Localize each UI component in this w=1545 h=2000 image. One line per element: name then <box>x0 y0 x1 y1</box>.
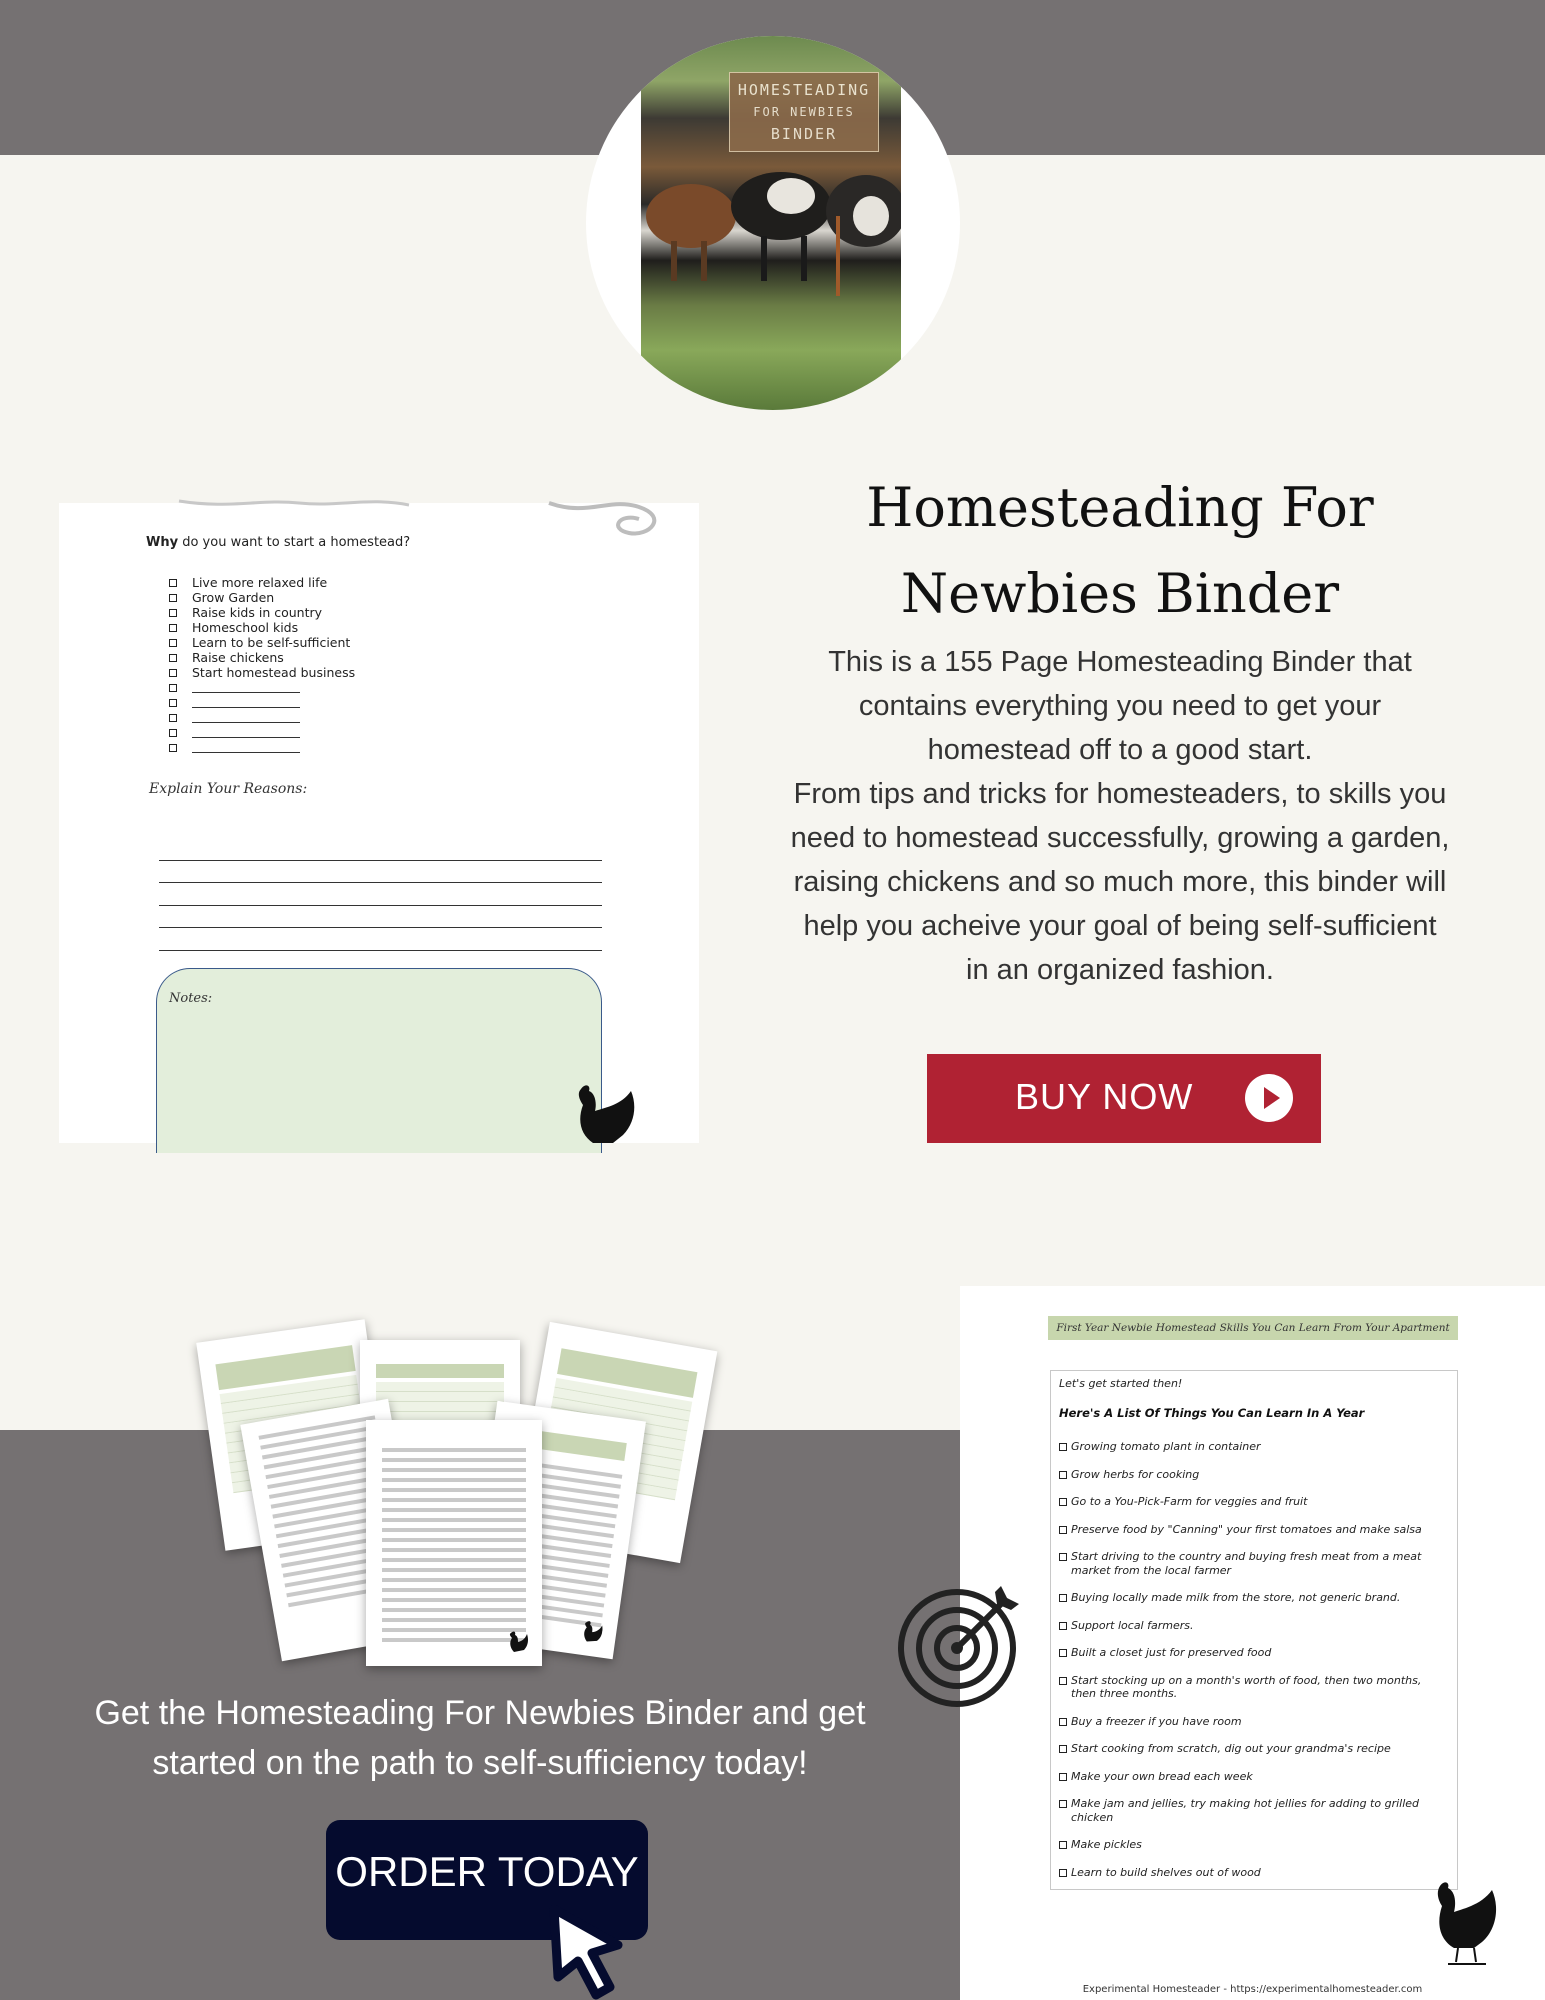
checkbox-icon <box>169 729 177 737</box>
blank-list-item <box>169 725 355 740</box>
list-item-label: Learn to be self-sufficient <box>192 635 351 650</box>
list-item-label: Make pickles <box>1071 1838 1142 1851</box>
hen-icon <box>508 1630 528 1652</box>
blank-list-item <box>169 680 355 695</box>
checkbox-icon <box>1059 1773 1067 1781</box>
list-item-label: Grow Garden <box>192 590 275 605</box>
list-item <box>1059 1866 1449 1880</box>
checkbox-icon <box>1059 1471 1067 1479</box>
list-item-label: Homeschool kids <box>192 620 299 635</box>
list-item-label: Support local farmers. <box>1071 1618 1194 1632</box>
blank-line <box>192 713 300 723</box>
list-item-label: Make jam and jellies, try making hot jellies for adding to grilled chicken <box>1071 1797 1420 1824</box>
checkbox-icon <box>1059 1594 1067 1602</box>
list-item <box>169 665 355 680</box>
hero-circle <box>586 36 960 410</box>
list-item <box>1059 1770 1449 1784</box>
explain-reasons-label: Explain Your Reasons: <box>149 781 308 797</box>
list-item-label: Grow herbs for cooking <box>1071 1467 1200 1481</box>
list-item <box>1059 1523 1449 1537</box>
list-item <box>1059 1715 1449 1729</box>
binder-cover-image <box>641 36 901 410</box>
blank-line <box>192 683 300 693</box>
list-item-label: Raise kids in country <box>192 605 323 620</box>
list-item-label: Live more relaxed life <box>192 575 328 590</box>
list-item-label: Buy a freezer if you have room <box>1071 1714 1242 1728</box>
target-icon <box>897 1580 1025 1708</box>
list-item-label: Learn to build shelves out of wood <box>1071 1865 1261 1879</box>
list-item <box>1059 1619 1449 1633</box>
blank-line <box>192 743 300 753</box>
worksheet-question-bold: Why <box>146 535 179 550</box>
checkbox-icon <box>1059 1443 1067 1451</box>
list-item <box>169 575 355 590</box>
worksheet-question <box>146 535 410 550</box>
notes-box <box>156 968 602 1153</box>
list-item <box>169 635 355 650</box>
checkbox-icon <box>169 624 177 632</box>
list-item-label: Make your own bread each week <box>1071 1769 1253 1783</box>
list-item-label: Raise chickens <box>192 650 284 665</box>
checkbox-icon <box>1059 1677 1067 1685</box>
list-item <box>1059 1838 1449 1852</box>
blank-list-item <box>169 740 355 755</box>
cta-text: Get the Homesteading For Newbies Binder and get started on the path to self-sufficiency today! <box>94 1694 866 1782</box>
list-item <box>1059 1550 1449 1577</box>
checkbox-icon <box>169 714 177 722</box>
checkbox-icon <box>169 684 177 692</box>
blank-list-item <box>169 710 355 725</box>
worksheet-question-rest: do you want to start a homestead? <box>178 535 411 550</box>
product-title-line-1: Homesteading For <box>866 476 1374 539</box>
list-page-footer: Experimental Homesteader - https://experimentalhomesteader.com <box>1082 1984 1423 1995</box>
checkbox-icon <box>169 744 177 752</box>
list-page-banner: First Year Newbie Homestead Skills You Can Learn From Your Apartment <box>1048 1316 1458 1340</box>
writing-lines <box>159 838 602 951</box>
list-item <box>1059 1468 1449 1482</box>
cows-illustration <box>641 156 901 296</box>
list-item <box>1059 1646 1449 1660</box>
checkbox-icon <box>1059 1718 1067 1726</box>
list-item-label: Built a closet just for preserved food <box>1071 1646 1272 1659</box>
checkbox-icon <box>169 609 177 617</box>
checkbox-icon <box>169 639 177 647</box>
skills-heading: Here's A List Of Things You Can Learn In A Year <box>1059 1406 1365 1420</box>
checkbox-icon <box>169 699 177 707</box>
cover-title-plaque <box>729 72 879 152</box>
skills-list <box>1059 1440 1449 1879</box>
list-item <box>169 590 355 605</box>
list-item <box>169 650 355 665</box>
product-title-line-2: Newbies Binder <box>900 562 1340 625</box>
skills-box <box>1050 1370 1458 1890</box>
checkbox-icon <box>1059 1498 1067 1506</box>
checkbox-icon <box>1059 1649 1067 1657</box>
worksheet-preview <box>59 503 699 1143</box>
checkbox-icon <box>1059 1745 1067 1753</box>
worksheet-checklist <box>169 575 355 755</box>
checkbox-icon <box>1059 1869 1067 1877</box>
list-item <box>1059 1674 1449 1701</box>
notes-label: Notes: <box>169 991 213 1006</box>
hen-icon <box>1430 1878 1500 1968</box>
blank-line <box>192 698 300 708</box>
product-title <box>790 465 1450 637</box>
hen-icon <box>581 1619 604 1644</box>
skills-list-page <box>960 1286 1545 2000</box>
list-item <box>169 620 355 635</box>
blank-line <box>192 728 300 738</box>
blank-list-item <box>169 695 355 710</box>
page-thumbnail <box>366 1420 542 1666</box>
checkbox-icon <box>1059 1526 1067 1534</box>
list-item-label: Growing tomato plant in container <box>1071 1440 1261 1453</box>
cover-plaque-line-1: HOMESTEADING <box>737 81 871 99</box>
product-description <box>790 640 1450 992</box>
checkbox-icon <box>169 594 177 602</box>
binder-pages-preview <box>190 1310 730 1670</box>
list-item <box>169 605 355 620</box>
hen-icon <box>573 1081 639 1143</box>
list-item <box>1059 1495 1449 1509</box>
checkbox-icon <box>1059 1800 1067 1808</box>
checkbox-icon <box>169 669 177 677</box>
list-item <box>1059 1797 1449 1824</box>
list-item-label: Start stocking up on a month's worth of food, then two months, then three months. <box>1071 1673 1422 1700</box>
list-item <box>1059 1591 1449 1605</box>
checkbox-icon <box>169 579 177 587</box>
skills-intro: Let's get started then! <box>1059 1377 1183 1390</box>
checkbox-icon <box>1059 1553 1067 1561</box>
cover-plaque-line-2: FOR NEWBIES <box>753 105 855 119</box>
cursor-arrow-icon <box>548 1905 638 2000</box>
buy-now-label: BUY NOW <box>1015 1076 1194 1117</box>
buy-now-button[interactable] <box>927 1054 1321 1143</box>
play-icon <box>1245 1074 1293 1122</box>
list-item <box>1059 1440 1449 1454</box>
checkbox-icon <box>1059 1622 1067 1630</box>
list-item-label: Start homestead business <box>192 665 356 680</box>
cover-plaque-line-3: BINDER <box>770 125 838 143</box>
description-paragraph-1: This is a 155 Page Homesteading Binder that contains everything you need to get your homestead off to a good start. <box>828 646 1412 766</box>
checkbox-icon <box>1059 1841 1067 1849</box>
list-item-label: Go to a You-Pick-Farm for veggies and fruit <box>1071 1495 1308 1508</box>
list-item <box>1059 1742 1449 1756</box>
list-item-label: Preserve food by "Canning" your first tomatoes and make salsa <box>1071 1522 1422 1536</box>
description-paragraph-2: From tips and tricks for homesteaders, to skills you need to homestead successfully, growing a garden, raising chickens and so much more, this binder will help you acheive your goal of being self-sufficient in an organized fashion. <box>790 778 1450 986</box>
checkbox-icon <box>169 654 177 662</box>
list-item-label: Buying locally made milk from the store, not generic brand. <box>1071 1591 1401 1604</box>
list-item-label: Start cooking from scratch, dig out your grandma's recipe <box>1071 1742 1391 1755</box>
order-today-label: ORDER TODAY <box>335 1848 639 1895</box>
list-item-label: Start driving to the country and buying fresh meat from a meat market from the local farmer <box>1071 1550 1422 1577</box>
